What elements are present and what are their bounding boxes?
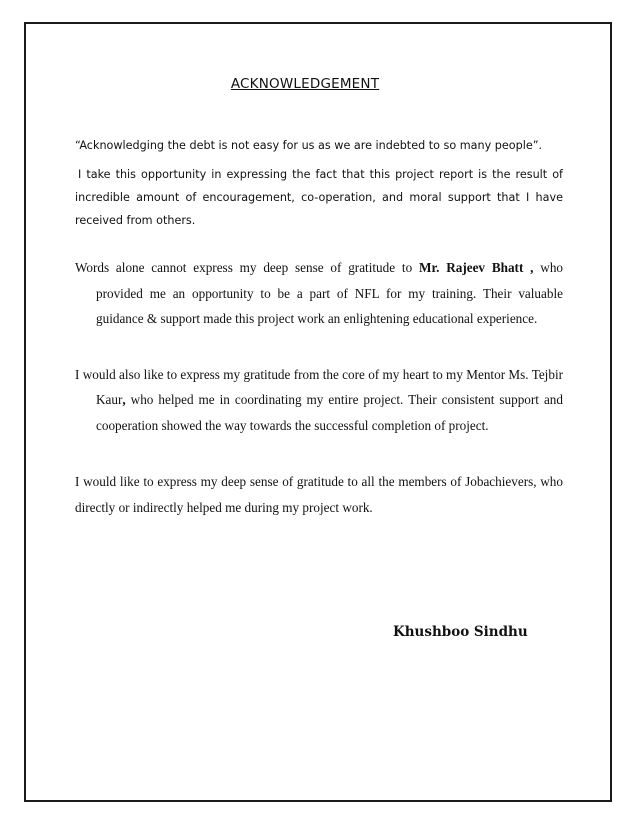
gratitude-text-end: who provided me an opportunity to be a part of NFL for my training. Their valuable guidance & support made this project work an enlightening educational experience. xyxy=(96,260,564,326)
page-title: ACKNOWLEDGEMENT xyxy=(230,76,380,92)
members-paragraph: I would like to express my deep sense of gratitude to all the members of Jobachievers, who directly or indirectly helped me during my project work. xyxy=(75,474,563,515)
mentor-text-start: I would also like to express my gratitude from the core of my heart to my Mentor Ms. Tejbir Kaur xyxy=(75,366,563,407)
gratitude-paragraph xyxy=(75,255,563,332)
mentor-comma: , xyxy=(122,392,126,407)
gratitude-text-start: Words alone cannot express my deep sense of gratitude to xyxy=(75,260,419,275)
mentor-paragraph xyxy=(75,362,563,439)
quote-paragraph: “Acknowledging the debt is not easy for us as we are indebted to so many people”. xyxy=(75,139,543,152)
intro-paragraph: I take this opportunity in expressing the fact that this project report is the result of incredible amount of encouragement, co-operation, and moral support that I have received from others. xyxy=(75,168,563,227)
document-body xyxy=(75,74,563,520)
mentor-text-end: who helped me in coordinating my entire project. Their consistent support and cooperation showed the way towards the successful completion of project. xyxy=(96,392,563,433)
signature-name: Khushboo Sindhu xyxy=(393,624,528,640)
guide-name: Mr. Rajeev Bhatt , xyxy=(419,260,534,275)
